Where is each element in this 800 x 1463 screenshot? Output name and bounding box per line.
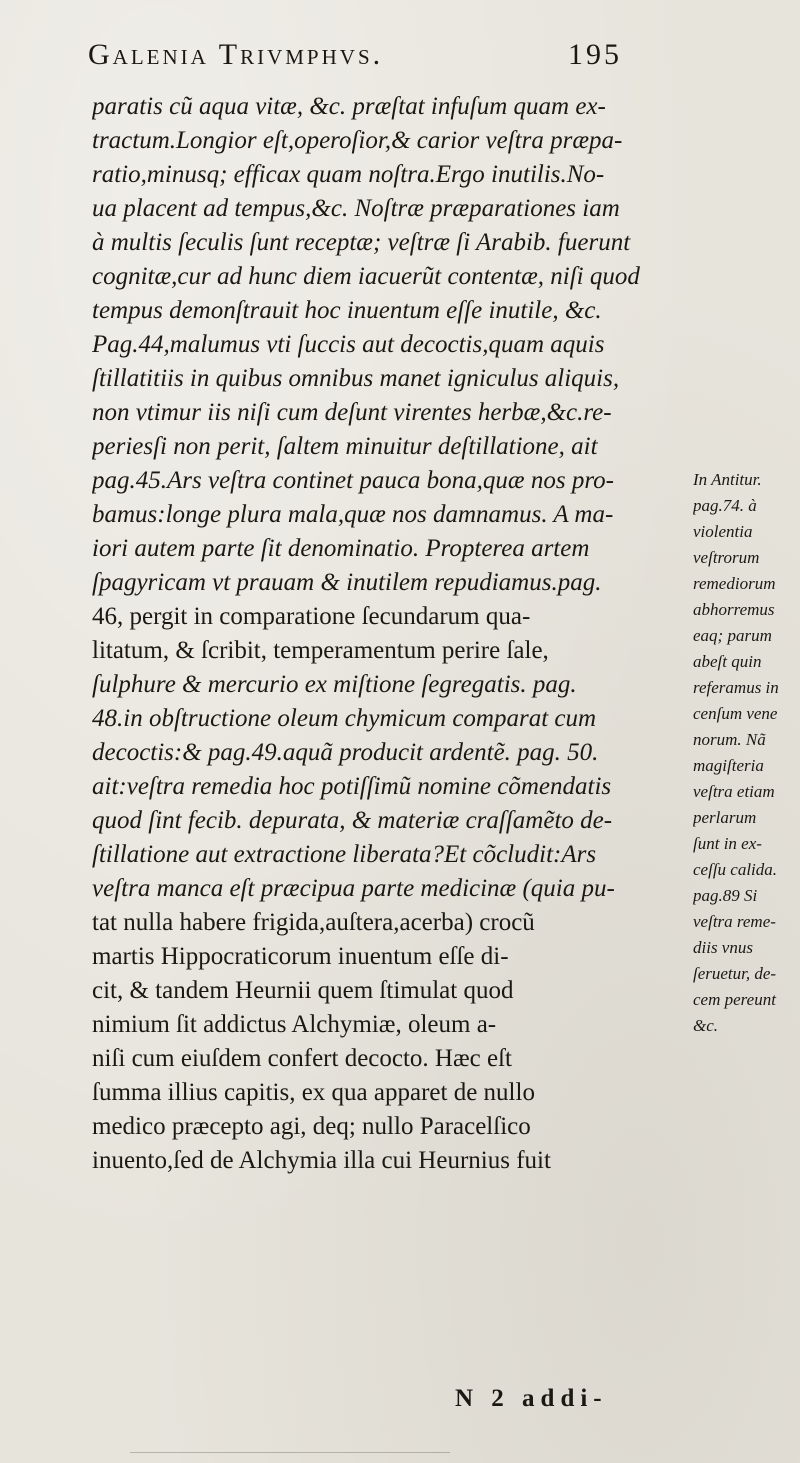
text-line: inuento,ſed de Alchymia illa cui Heurnius fuit (92, 1147, 551, 1174)
marginal-note: veſtrorum (693, 548, 760, 567)
marginal-note: ſeruetur, de- (693, 964, 777, 983)
marginal-note: veſtra etiam (693, 782, 775, 801)
text-line: ua placent ad tempus,&c. Noſtræ præparationes iam (92, 195, 620, 222)
marginal-note: &c. (693, 1016, 719, 1035)
text-line: decoctis:& pag.49.aquã producit ardentẽ. pag. 50. (92, 739, 599, 766)
text-line: cit, & tandem Heurnii quem ſtimulat quod (92, 977, 514, 1004)
text-line: veſtra manca eſt præcipua parte medicinæ (quia pu- (92, 875, 615, 902)
running-head (88, 38, 688, 88)
text-line: medico præcepto agi, deq; nullo Paracelſico (92, 1113, 531, 1140)
marginal-note: referamus in (693, 678, 779, 697)
marginal-note: remediorum (693, 574, 776, 593)
text-line: ſtillatitiis in quibus omnibus manet igniculus aliquis, (92, 365, 620, 392)
marginal-note: cem pereunt (693, 990, 776, 1009)
text-line: tempus demonſtrauit hoc inuentum eſſe inutile, &c. (92, 297, 602, 324)
marginal-note: In Antitur. (693, 470, 762, 489)
marginal-note: abeſt quin (693, 652, 762, 671)
marginal-note: cenſum vene (693, 704, 778, 723)
text-line: Pag.44,malumus vti ſuccis aut decoctis,quam aquis (92, 331, 605, 358)
marginal-note: pag.74. à (693, 496, 757, 515)
text-line: tat nulla habere frigida,auſtera,acerba) crocũ (92, 909, 535, 936)
text-line: ſtillatione aut extractione liberata?Et cõcludit:Ars (92, 841, 597, 868)
text-line: non vtimur iis niſi cum deſunt virentes herbæ,&c.re- (92, 399, 612, 426)
marginal-note: magiſteria (693, 756, 764, 775)
text-line: iori autem parte ſit denominatio. Propterea artem (92, 535, 590, 562)
marginal-note: abhorremus (693, 600, 775, 619)
text-line: 48.in obſtructione oleum chymicum comparat cum (92, 705, 597, 732)
marginal-note: veſtra reme- (693, 912, 776, 931)
marginal-note: norum. Nã (693, 730, 766, 749)
running-head-title: Galenia Trivmphvs. (88, 38, 384, 71)
bottom-rule (130, 1452, 450, 1455)
text-line: à multis ſeculis ſunt receptæ; veſtræ ſi Arabib. fuerunt (92, 229, 631, 256)
text-line: paratis cũ aqua vitæ, &c. præſtat infuſum quam ex- (92, 93, 606, 120)
marginal-note: ſunt in ex- (693, 834, 762, 853)
catchword-line: N 2 addi- (455, 1385, 608, 1412)
marginal-note: diis vnus (693, 938, 753, 957)
marginal-note: eaq; parum (693, 626, 772, 645)
text-line: niſi cum eiuſdem confert decocto. Hæc eſt (92, 1045, 512, 1072)
marginal-note: pag.89 Si (693, 886, 758, 905)
text-line: quod ſint fecib. depurata, & materiæ craſſamẽto de- (92, 807, 613, 834)
page-number: 195 (568, 38, 622, 71)
text-line: cognitæ,cur ad hunc diem iacuerũt contentæ, niſi quod (92, 263, 640, 290)
text-line: periesſi non perit, ſaltem minuitur deſtillatione, ait (92, 433, 598, 460)
text-line: bamus:longe plura mala,quæ nos damnamus. A ma- (92, 501, 614, 528)
text-line: litatum, & ſcribit, temperamentum perire ſale, (92, 637, 549, 664)
marginal-note: violentia (693, 522, 753, 541)
text-line: tractum.Longior eſt,operoſior,& carior veſtra præpa- (92, 127, 623, 154)
text-line: ſulphure & mercurio ex miſtione ſegregatis. pag. (92, 671, 577, 698)
marginal-note: perlarum (693, 808, 757, 827)
text-line: ratio,minusq; efficax quam noſtra.Ergo inutilis.No- (92, 161, 605, 188)
text-line: martis Hippocraticorum inuentum eſſe di- (92, 943, 509, 970)
marginal-note: ceſſu calida. (693, 860, 778, 879)
text-line: pag.45.Ars veſtra continet pauca bona,quæ nos pro- (92, 467, 614, 494)
text-line: ſpagyricam vt prauam & inutilem repudiamus.pag. (92, 569, 602, 596)
text-line: ait:veſtra remedia hoc potiſſimũ nomine cõmendatis (92, 773, 612, 800)
text-line: ſumma illius capitis, ex qua apparet de nullo (92, 1079, 535, 1106)
text-line: 46, pergit in comparatione ſecundarum qua- (92, 603, 531, 630)
text-line: nimium ſit addictus Alchymiæ, oleum a- (92, 1011, 497, 1038)
